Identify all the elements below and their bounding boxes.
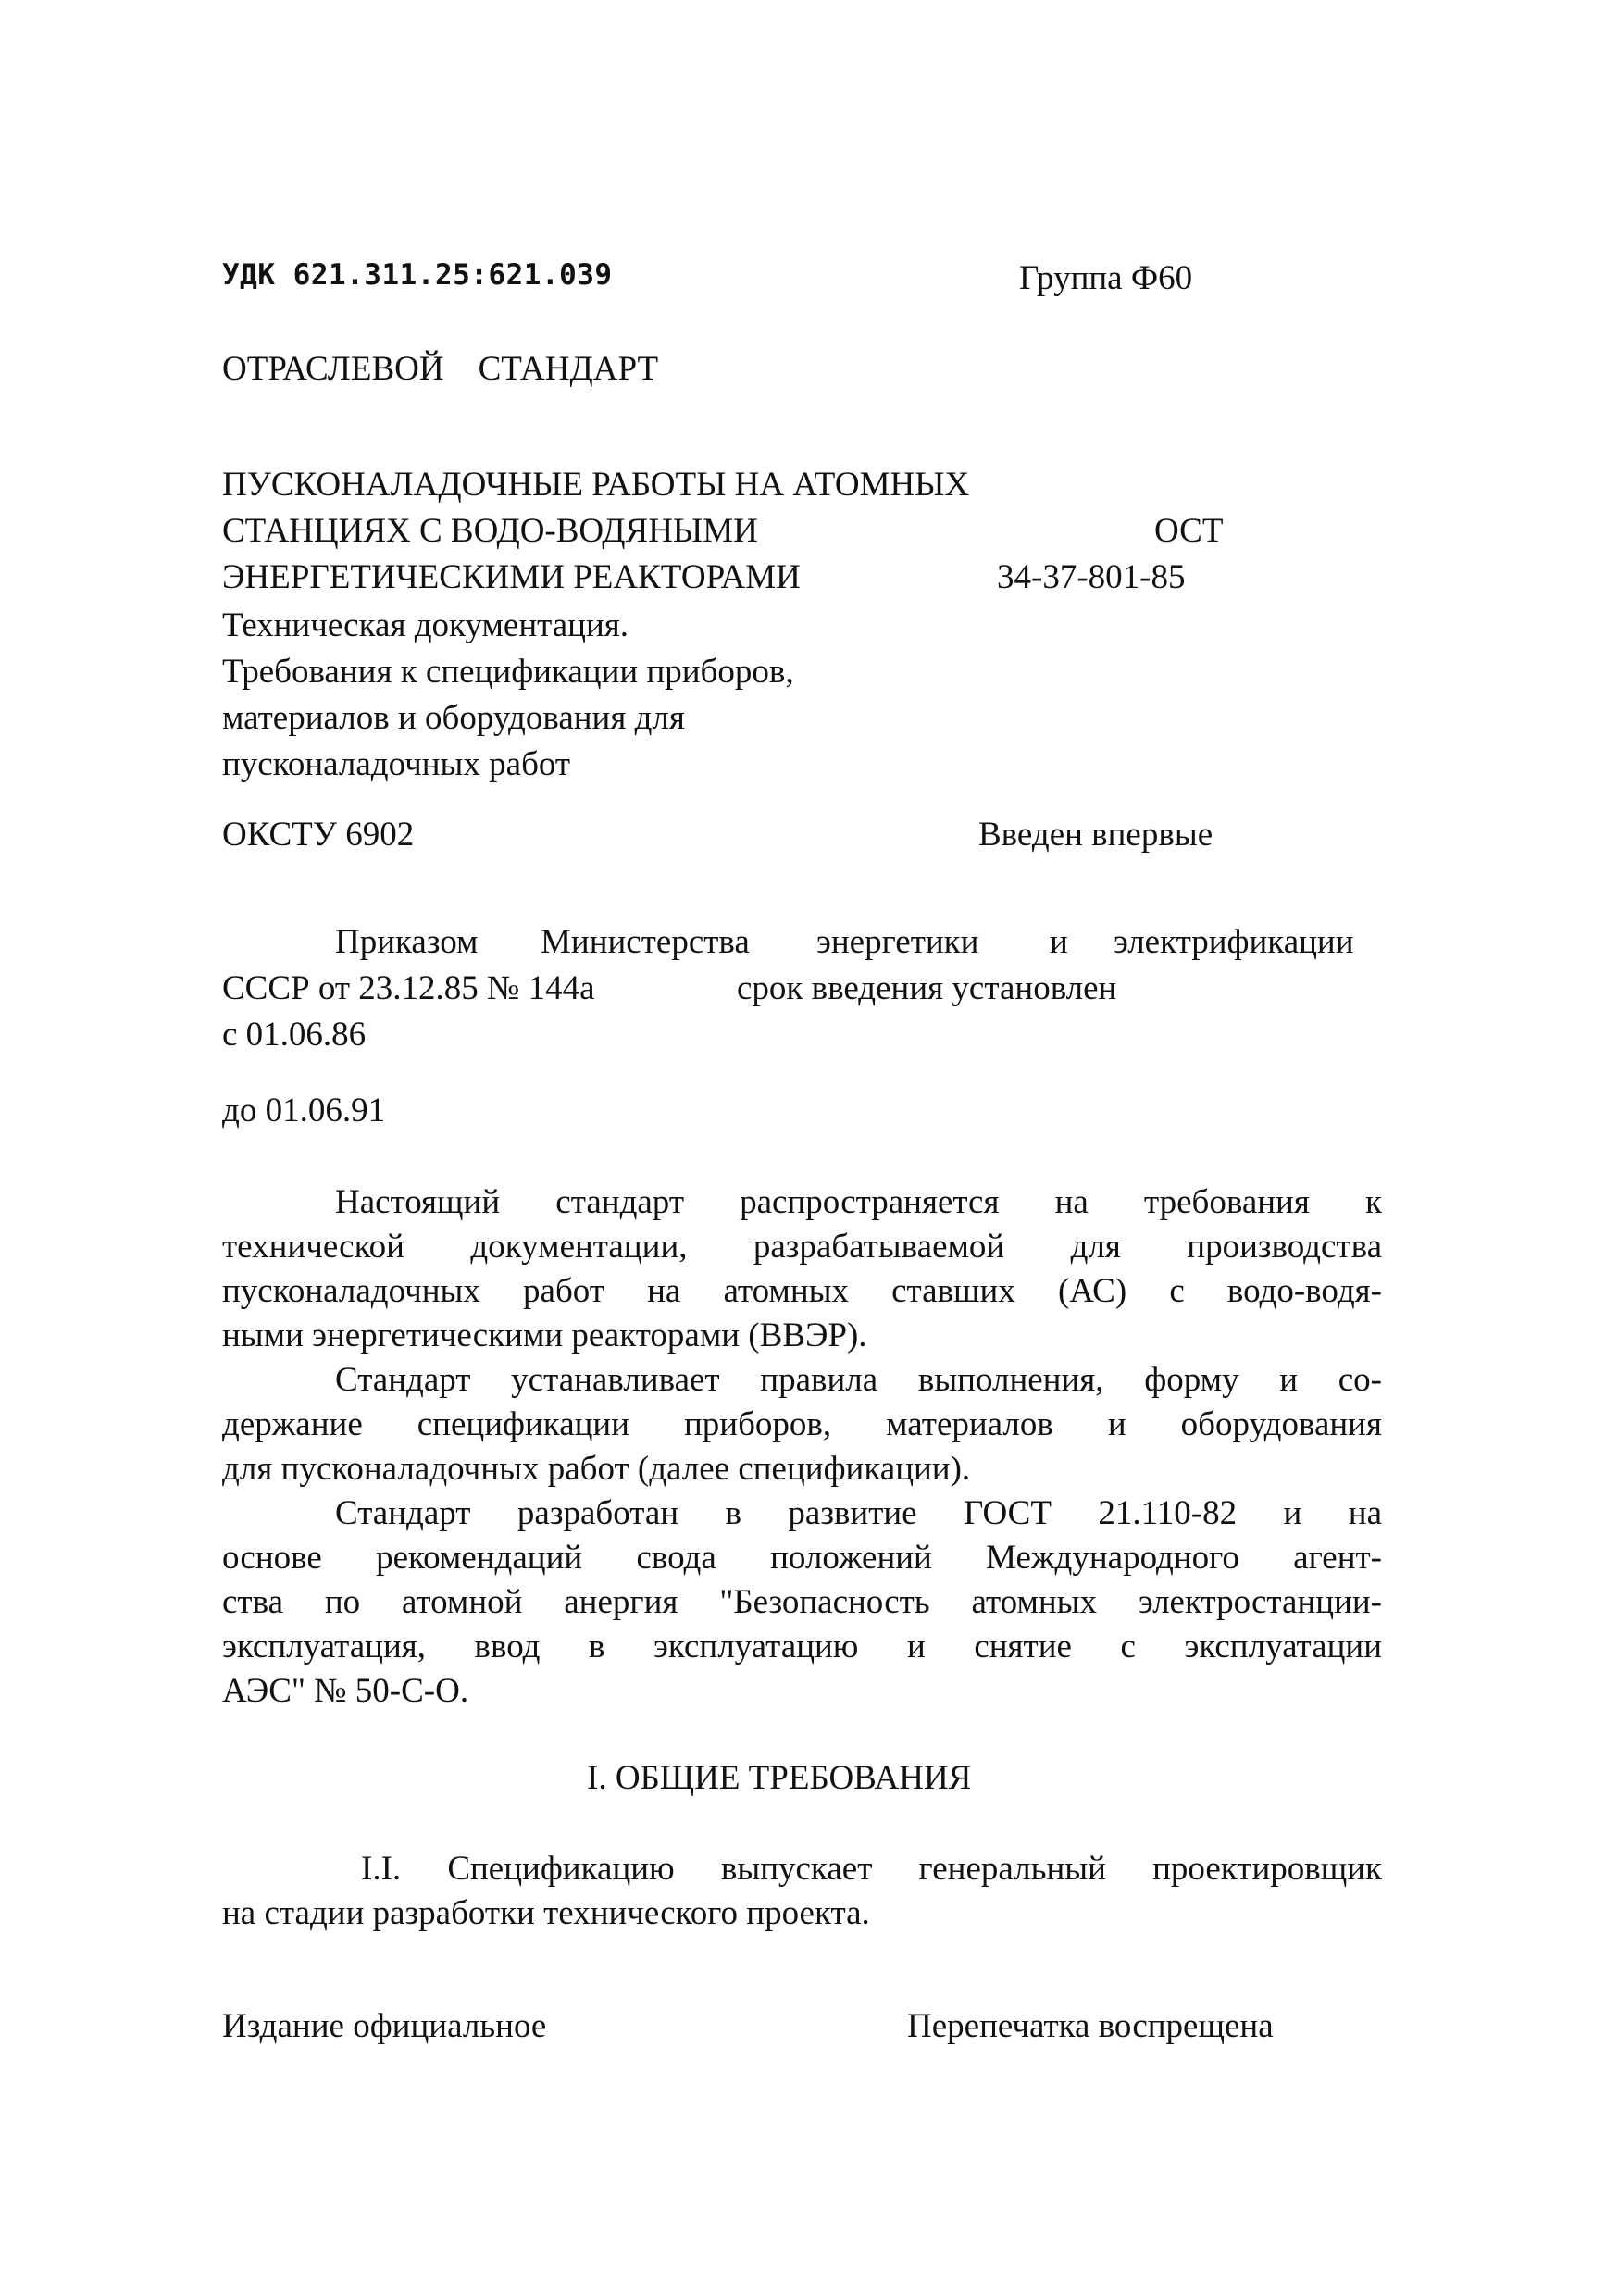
text-line: ства по атомной анергия "Безопасность атомных электростанции- <box>222 1583 1382 1621</box>
section-heading: I. ОБЩИЕ ТРЕБОВАНИЯ <box>587 1759 972 1797</box>
title-line-6: материалов и оборудования для <box>222 699 685 737</box>
standard-type: ОТРАСЛЕВОЙ СТАНДАРТ <box>222 350 659 388</box>
order-word-2: Министерства <box>541 923 750 961</box>
body-paragraph-3 <box>222 1491 1382 1714</box>
okstu-code: ОКСТУ 6902 <box>222 816 415 854</box>
term-set-note: срок введения установлен <box>737 969 1117 1007</box>
text-line: основе рекомендаций свода положений Международного агент- <box>222 1539 1382 1577</box>
order-word-3: энергетики <box>816 923 979 961</box>
text-line: ными энергетическими реакторами (ВВЭР). <box>222 1316 867 1354</box>
ost-label: ОСТ <box>1154 512 1224 550</box>
text-line: АЭС" № 50-С-О. <box>222 1672 469 1710</box>
body-paragraph-2 <box>222 1358 1382 1491</box>
introduced-note: Введен впервые <box>978 816 1214 854</box>
text-line: технической документации, разрабатываемой для производства <box>222 1228 1382 1266</box>
order-word-4: и <box>1050 923 1068 961</box>
order-word-1: Приказом <box>335 923 479 961</box>
text-line: Стандарт разработан в развитие ГОСТ 21.110-82 и на <box>335 1494 1382 1532</box>
order-ref: СССР от 23.12.85 № 144а <box>222 969 595 1007</box>
text-line: Настоящий стандарт распространяется на требования к <box>335 1183 1382 1221</box>
order-word-5: электрификации <box>1114 923 1354 961</box>
footer-reprint-prohibited: Перепечатка воспрещена <box>907 2007 1274 2045</box>
text-line: Стандарт устанавливает правила выполнения, форму и со- <box>335 1361 1382 1399</box>
clause-1-1 <box>222 1847 1382 1936</box>
title-line-4: Техническая документация. <box>222 606 629 644</box>
title-line-1: ПУСКОНАЛАДОЧНЫЕ РАБОТЫ НА АТОМНЫХ <box>222 466 970 504</box>
text-line: пусконаладочных работ на атомных ставших (АС) с водо-водя- <box>222 1272 1382 1310</box>
text-line: I.I. Спецификацию выпускает генеральный проектировщик <box>361 1850 1382 1888</box>
text-line: для пусконаладочных работ (далее спецификации). <box>222 1450 971 1488</box>
term-end-date: до 01.06.91 <box>222 1092 386 1129</box>
term-start-date: с 01.06.86 <box>222 1016 367 1054</box>
title-line-7: пусконаладочных работ <box>222 745 571 783</box>
footer-official-edition: Издание официальное <box>222 2007 547 2045</box>
body-paragraph-1 <box>222 1180 1382 1358</box>
udk-code: УДК 621.311.25:621.039 <box>222 258 613 292</box>
text-line: эксплуатация, ввод в эксплуатацию и снятие с эксплуатации <box>222 1628 1382 1666</box>
text-line: на стадии разработки технического проекта. <box>222 1894 870 1932</box>
group-code: Группа Ф60 <box>1019 259 1193 297</box>
ost-number: 34-37-801-85 <box>997 558 1186 596</box>
title-line-5: Требования к спецификации приборов, <box>222 653 794 691</box>
title-line-3: ЭНЕРГЕТИЧЕСКИМИ РЕАКТОРАМИ <box>222 558 801 596</box>
text-line: держание спецификации приборов, материалов и оборудования <box>222 1405 1382 1443</box>
title-line-2: СТАНЦИЯХ С ВОДО-ВОДЯНЫМИ <box>222 512 758 550</box>
